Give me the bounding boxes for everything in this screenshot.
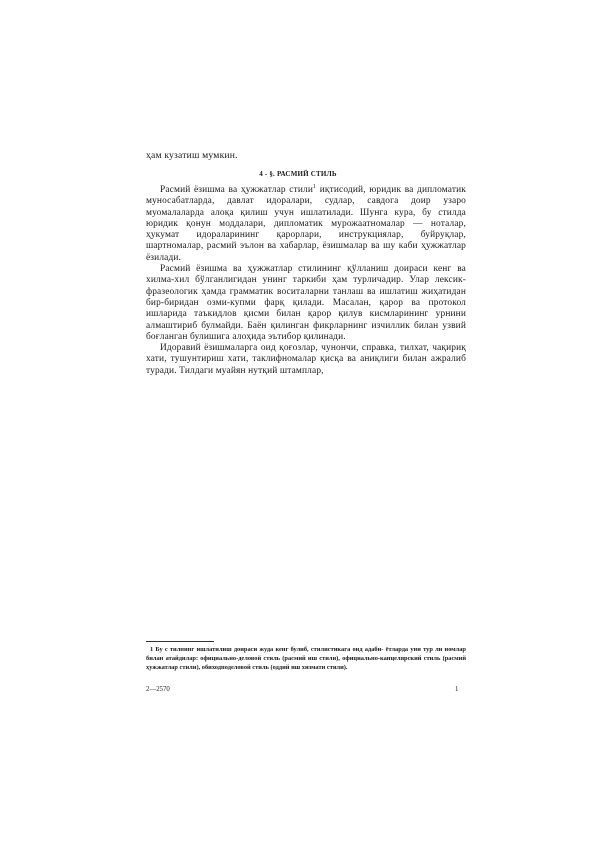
paragraph-1-end: иқтисодий, юридик ва дипломатик муносабатларда, давлат идоралари, судлар, савдога доир узаро муомалаларда алоқа қилиш учун ишлатилади. Шунга кура, бу стилда юридик қонун моддалари, дипломатик мурожаатномалар — ноталар, ҳукумат идораларининг қарорлари, инструкциялар, буйруқлар, шартномалар, расмий эълон ва хабарлар, ёзишмалар ва шу каби ҳужжатлар ёзилади.: [146, 185, 466, 263]
footnote-text: 1 Бу с тилнинг ишлатилиш доираси жуда кенг булиб, стилистикага оид адаби- ётларда уни тур ли номлар билан атайдилар: официально-деловой стиль (расмий иш стили), официально-канцелярский стиль (расмий ҳужжатлар стили), обиходноделовой стиль (оддий иш хизмати стили).: [146, 646, 466, 671]
printer-signature: 2—2570: [146, 686, 170, 693]
paragraph-1: [146, 185, 466, 264]
paragraph-1-start: Расмий ёзишма ва ҳужжатлар стили: [160, 185, 314, 195]
footnote-reference: 1: [313, 183, 317, 190]
section-heading: 4 - §. РАСМИЙ СТИЛЬ: [259, 170, 337, 178]
paragraph-2: Расмий ёзишма ва ҳужжатлар стилининг қўлланиш доираси кенг ва хилма-хил бўлганлигидан унинг таркиби ҳам турличадир. Улар лексик-фразеологик ҳамда грамматик воситаларни танлаш ва ишлатиш жиҳатидан бир-биридан озми-купми фарқ қилади. Масалан, қарор ва протокол ишларида таъкидлов қисми билан қарор қилув кисмларининг урнини алмаштириб булмайди. Баён қилинган фикрларнинг изчиллик билан узвий боғланган булишига алоҳида эътибор қилинади.: [146, 264, 466, 342]
body-text: [146, 185, 466, 377]
paragraph-3: Идоравий ёзишмаларга оид қоғозлар, чунончи, справка, тилхат, чақириқ хати, тушунтириш хати, таклифномалар қисқа ва аниқлиги билан ажралиб туради. Тилдаги муайян нутқий штамплар,: [146, 343, 466, 376]
continuation-line: ҳам кузатиш мумкин.: [146, 150, 238, 161]
page-number: 1: [455, 686, 459, 693]
footnote: [146, 646, 466, 672]
footnote-divider: [146, 641, 214, 642]
